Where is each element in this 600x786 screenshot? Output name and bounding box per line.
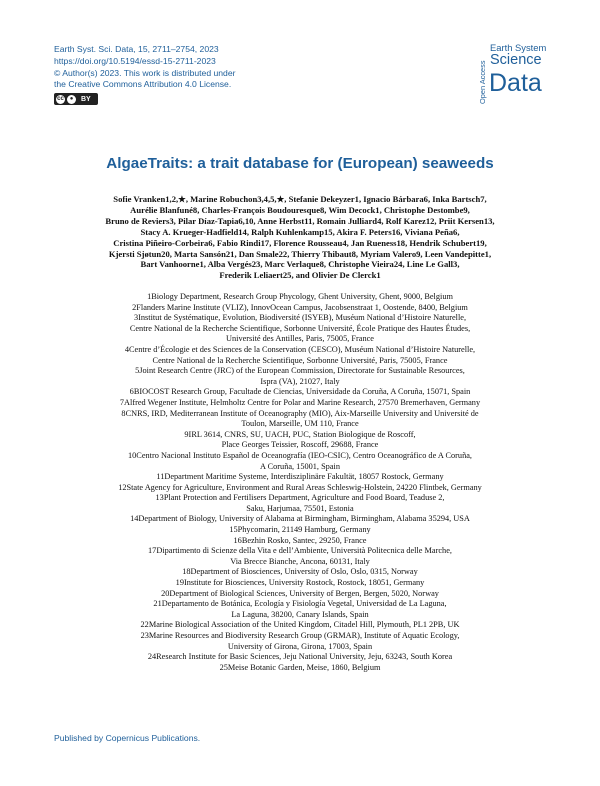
license-link[interactable]: the Creative Commons Attribution 4.0 License. (54, 79, 232, 90)
affiliation-line: 24Research Institute for Basic Sciences, Jeju National University, Jeju, 63243, South Korea (147, 652, 453, 662)
affiliation-line: 22Marine Biological Association of the United Kingdom, Citadel Hill, Plymouth, PL1 2PB, UK (140, 620, 460, 630)
affiliation-line: 23Marine Resources and Biodiversity Research Group (GRMAR), Institute of Aquatic Ecology, (140, 631, 460, 640)
affiliation-line: 2Flanders Marine Institute (VLIZ), InnovOcean Campus, Jacobsenstraat 1, Oostende, 8400, Belgium (132, 302, 468, 312)
paper-title: AlgaeTraits: a trait database for (European) seaweeds (106, 155, 494, 172)
affiliation-line: Université des Antilles, Paris, 75005, France (226, 334, 374, 344)
by-label: BY (81, 95, 91, 103)
logo-line-2: Science (490, 52, 542, 68)
affiliation-line: 7Alfred Wegener Institute, Helmholtz Centre for Polar and Marine Research, 27570 Bremerhaven, Germany (119, 397, 481, 407)
author-line: Stacy A. Krueger-Hadfield14, Ralph Kuhlenkamp15, Akira F. Peters16, Viviana Peña6, (140, 226, 460, 237)
author-list (60, 194, 540, 281)
affiliation-line: 5Joint Research Centre (JRC) of the European Commission, Directorate for Sustainable Resources, (135, 366, 465, 376)
affiliation-line: 12State Agency for Agriculture, Environment and Rural Areas Schleswig-Holstein, 24220 Flintbek, Germany (118, 482, 482, 492)
affiliation-line: A Coruña, 15001, Spain (260, 461, 340, 471)
affiliation-line: 10Centro Nacional Instituto Español de Oceanografía (IEO-CSIC), Centro Oceanográfico de A Coruña, (128, 450, 472, 460)
author-line: Sofie Vranken1,2,★, Marine Robuchon3,4,5,★, Stefanie Dekeyzer1, Ignacio Bárbara6, Inka Bartsch7, (113, 194, 487, 204)
cc-icon: cc (57, 95, 64, 102)
affiliation-line: Saku, Harjumaa, 75501, Estonia (246, 503, 354, 513)
affiliation-line: 8CNRS, IRD, Mediterranean Institute of Oceanography (MIO), Aix-Marseille University and Université de (121, 408, 479, 418)
affiliation-line: 13Plant Protection and Fertilisers Department, Agriculture and Food Board, Teaduse 2, (155, 493, 445, 503)
affiliation-line: 16Bezhin Rosko, Santec, 29250, France (233, 535, 367, 545)
citation-line: Earth Syst. Sci. Data, 15, 2711–2754, 2023 (54, 44, 219, 54)
copyright-line: © Author(s) 2023. This work is distributed under (54, 67, 236, 78)
affiliation-line: 19Institute for Biosciences, University Rostock, Rostock, 18051, Germany (175, 578, 425, 588)
affiliation-line: Centre National de la Recherche Scientifique, Sorbonne Université, École Pratique des Hautes Études, (129, 323, 471, 333)
author-line: Cristina Piñeiro-Corbeira6, Fabio Rindi17, Florence Rousseau4, Jan Rueness18, Hendrik Schubert19, (113, 237, 487, 248)
affiliation-line: 18Department of Biosciences, University of Oslo, Oslo, 0315, Norway (182, 567, 418, 577)
affiliation-line: 3Institut de Systématique, Evolution, Biodiversité (ISYEB), Muséum National d’Histoire Naturelle, (133, 313, 467, 323)
open-access-label: Open Access (478, 60, 487, 104)
affiliation-line: 4Centre d’Écologie et des Sciences de la Conservation (CESCO), Muséum National d’Histoire Naturelle, (124, 344, 476, 354)
publisher-footer[interactable]: Published by Copernicus Publications. (54, 733, 201, 743)
affiliation-line: 25Meise Botanic Garden, Meise, 1860, Belgium (219, 662, 381, 672)
affiliation-line: 11Department Maritime Systeme, Interdisziplinäre Fakultät, 18057 Rostock, Germany (156, 472, 444, 482)
author-line: Bart Vanhoorne1, Alba Vergés23, Marc Verlaque8, Christophe Vieira24, Line Le Gall3, (140, 259, 460, 270)
author-line: Aurélie Blanfuné8, Charles-François Boudouresque8, Wim Decock1, Christophe Destombe9, (130, 204, 470, 215)
author-line: Frederik Leliaert25, and Olivier De Clerck1 (219, 270, 381, 281)
affiliation-line: 1Biology Department, Research Group Phycology, Ghent University, Ghent, 9000, Belgium (147, 292, 453, 301)
logo-line-1: Earth System (490, 42, 547, 53)
affiliation-line: Ispra (VA), 21027, Italy (260, 376, 340, 386)
doi-link[interactable]: https://doi.org/10.5194/essd-15-2711-2023 (54, 55, 216, 66)
affiliation-line: 20Department of Biological Sciences, University of Bergen, Bergen, 5020, Norway (161, 588, 439, 598)
affiliation-line: 15Phycomarin, 21149 Hamburg, Germany (229, 525, 371, 535)
affiliation-line: 9IRL 3614, CNRS, SU, UACH, PUC, Station Biologique de Roscoff, (184, 429, 416, 439)
affiliation-list (60, 292, 540, 673)
affiliation-line: 6BIOCOST Research Group, Facultade de Ciencias, Universidade da Coruña, A Coruña, 15071, Spain (129, 387, 471, 397)
attribution-person-icon: ● (67, 95, 76, 104)
author-line: Kjersti Sjøtun20, Marta Sansón21, Dan Smale22, Thierry Thibaut8, Myriam Valero9, Leen Vandepitte1, (108, 248, 492, 259)
affiliation-line: 17Dipartimento di Scienze della Vita e dell’Ambiente, Università Politecnica delle Marche, (148, 546, 452, 556)
affiliation-line: 14Department of Biology, University of Alabama at Birmingham, Birmingham, Alabama 35294, USA (130, 514, 470, 524)
author-line: Bruno de Reviers3, Pilar Díaz-Tapia6,10, Anne Herbst11, Romain Julliard4, Rolf Karez12, Priit Kersen13, (105, 215, 495, 226)
affiliation-line: La Laguna, 38200, Canary Islands, Spain (231, 609, 369, 619)
affiliation-line: Toulon, Marseille, UM 110, France (241, 419, 359, 429)
affiliation-line: Place Georges Teissier, Roscoff, 29688, France (221, 440, 379, 450)
affiliation-line: University of Girona, Girona, 17003, Spain (227, 641, 373, 651)
affiliation-line: 21Departamento de Botánica, Ecología y Fisiología Vegetal, Universidad de La Laguna, (153, 599, 447, 609)
affiliation-line: Via Brecce Bianche, Ancona, 60131, Italy (230, 556, 370, 566)
affiliation-line: Centre National de la Recherche Scientifique, Sorbonne Université, Paris, 75005, France (152, 355, 448, 365)
logo-line-3: Data (489, 69, 542, 97)
cc-by-badge-icon[interactable] (54, 93, 98, 105)
article-header (54, 44, 235, 91)
